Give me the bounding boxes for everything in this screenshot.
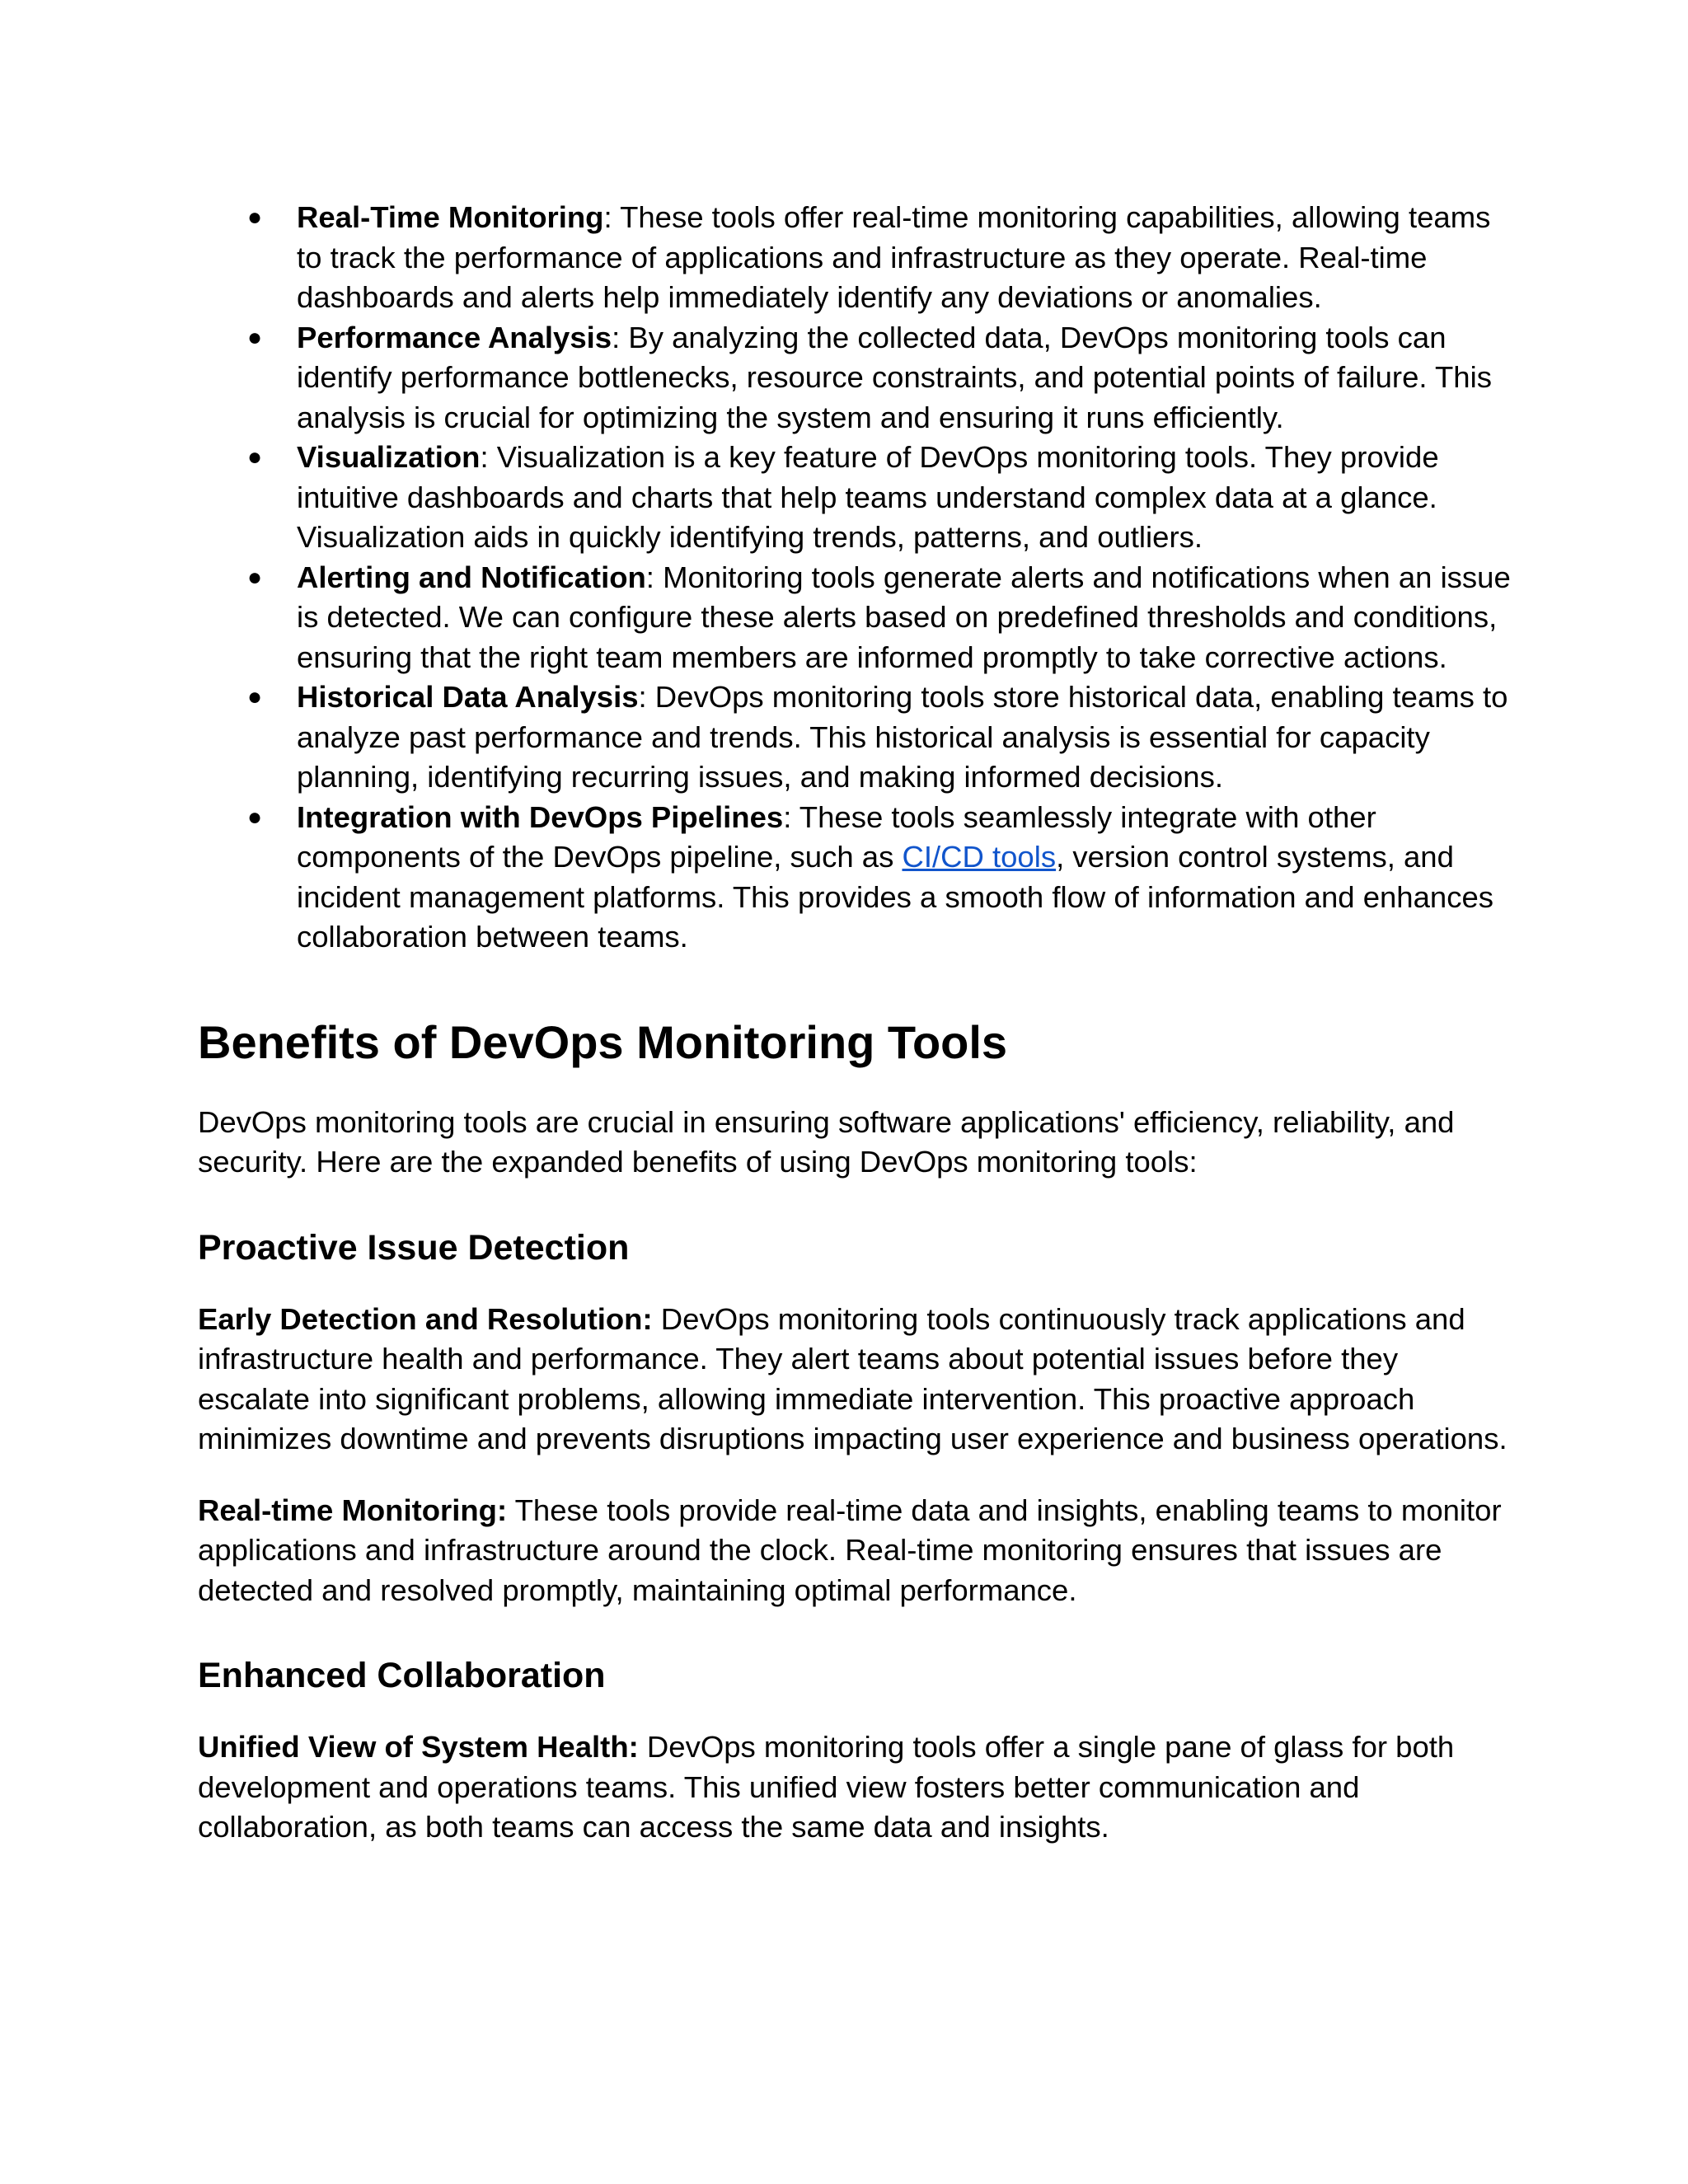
section-title: Benefits of DevOps Monitoring Tools bbox=[198, 1015, 1008, 1068]
paragraph-unified-view bbox=[198, 1727, 1517, 1848]
item-title: Visualization bbox=[297, 440, 481, 474]
item-text: : DevOps monitoring tools store historical data, enabling teams to analyze past performance and trends. This historical analysis is essential for capacity planning, identifying recurring issues, and making informed decisions. bbox=[297, 680, 1508, 794]
paragraph-text: DevOps monitoring tools offer a single pane of glass for both development and operations teams. This unified view fosters better communication and collaboration, as both teams can access the same data and insights. bbox=[198, 1730, 1455, 1844]
item-text-before-link: : These tools seamlessly integrate with other components of the DevOps pipeline, such as bbox=[297, 799, 1376, 874]
subsection-title-collaboration: Enhanced Collaboration bbox=[198, 1656, 606, 1695]
list-item bbox=[198, 558, 1517, 678]
item-text: : These tools offer real-time monitoring capabilities, allowing teams to track the performance of applications and infrastructure as they operate. Real-time dashboards and alerts help immediately identify any deviations or anomalies. bbox=[297, 200, 1491, 314]
bullet-icon: ● bbox=[247, 803, 263, 831]
bullet-icon: ● bbox=[247, 443, 263, 471]
list-item bbox=[198, 798, 1517, 958]
list-item bbox=[198, 318, 1517, 438]
list-item bbox=[198, 438, 1517, 558]
item-text: : By analyzing the collected data, DevOps monitoring tools can identify performance bottlenecks, resource constraints, and potential points of failure. This analysis is crucial for optimizing the system and ensuring it runs efficiently. bbox=[297, 320, 1492, 434]
ci-cd-tools-link[interactable]: CI/CD tools bbox=[902, 840, 1057, 874]
paragraph-lead: Real-time Monitoring: bbox=[198, 1493, 508, 1527]
item-title: Integration with DevOps Pipelines bbox=[297, 799, 784, 834]
document-page bbox=[198, 198, 1517, 1848]
paragraph-lead: Early Detection and Resolution: bbox=[198, 1301, 653, 1336]
item-text: : Visualization is a key feature of DevOps monitoring tools. They provide intuitive dashboards and charts that help teams understand complex data at a glance. Visualization aids in quickly identifying trends, patterns, and outliers. bbox=[297, 440, 1439, 554]
subsection-title-proactive: Proactive Issue Detection bbox=[198, 1227, 630, 1268]
bullet-icon: ● bbox=[247, 563, 263, 591]
item-title: Real-Time Monitoring bbox=[297, 200, 604, 234]
paragraph-real-time-monitoring bbox=[198, 1491, 1517, 1611]
item-text: : Monitoring tools generate alerts and notifications when an issue is detected. We can configure these alerts based on predefined thresholds and conditions, ensuring that the right team members are informed promptly to take corrective actions. bbox=[297, 560, 1511, 674]
intro-paragraph: DevOps monitoring tools are crucial in ensuring software applications' efficiency, reliability, and security. Here are the expanded benefits of using DevOps monitoring tools: bbox=[198, 1104, 1455, 1179]
bullet-icon: ● bbox=[247, 323, 263, 351]
item-title: Historical Data Analysis bbox=[297, 680, 639, 714]
item-text-after-link: , version control systems, and incident management platforms. This provides a smooth flow of information and enhances collaboration between teams. bbox=[297, 840, 1493, 954]
item-title: Alerting and Notification bbox=[297, 560, 646, 594]
list-item bbox=[198, 677, 1517, 798]
item-title: Performance Analysis bbox=[297, 320, 612, 354]
bullet-icon: ● bbox=[247, 204, 263, 231]
paragraph-early-detection bbox=[198, 1300, 1517, 1460]
feature-list bbox=[198, 198, 1517, 958]
paragraph-lead: Unified View of System Health: bbox=[198, 1730, 639, 1764]
list-item bbox=[198, 198, 1517, 318]
bullet-icon: ● bbox=[247, 683, 263, 710]
paragraph-text: These tools provide real-time data and insights, enabling teams to monitor applications and infrastructure around the clock. Real-time monitoring ensures that issues are detected and resolved promptly, maintaining optimal performance. bbox=[198, 1493, 1502, 1607]
paragraph-text: DevOps monitoring tools continuously track applications and infrastructure health and performance. They alert teams about potential issues before they escalate into significant problems, allowing immediate intervention. This proactive approach minimizes downtime and prevents disruptions impacting user experience and business operations. bbox=[198, 1301, 1507, 1455]
